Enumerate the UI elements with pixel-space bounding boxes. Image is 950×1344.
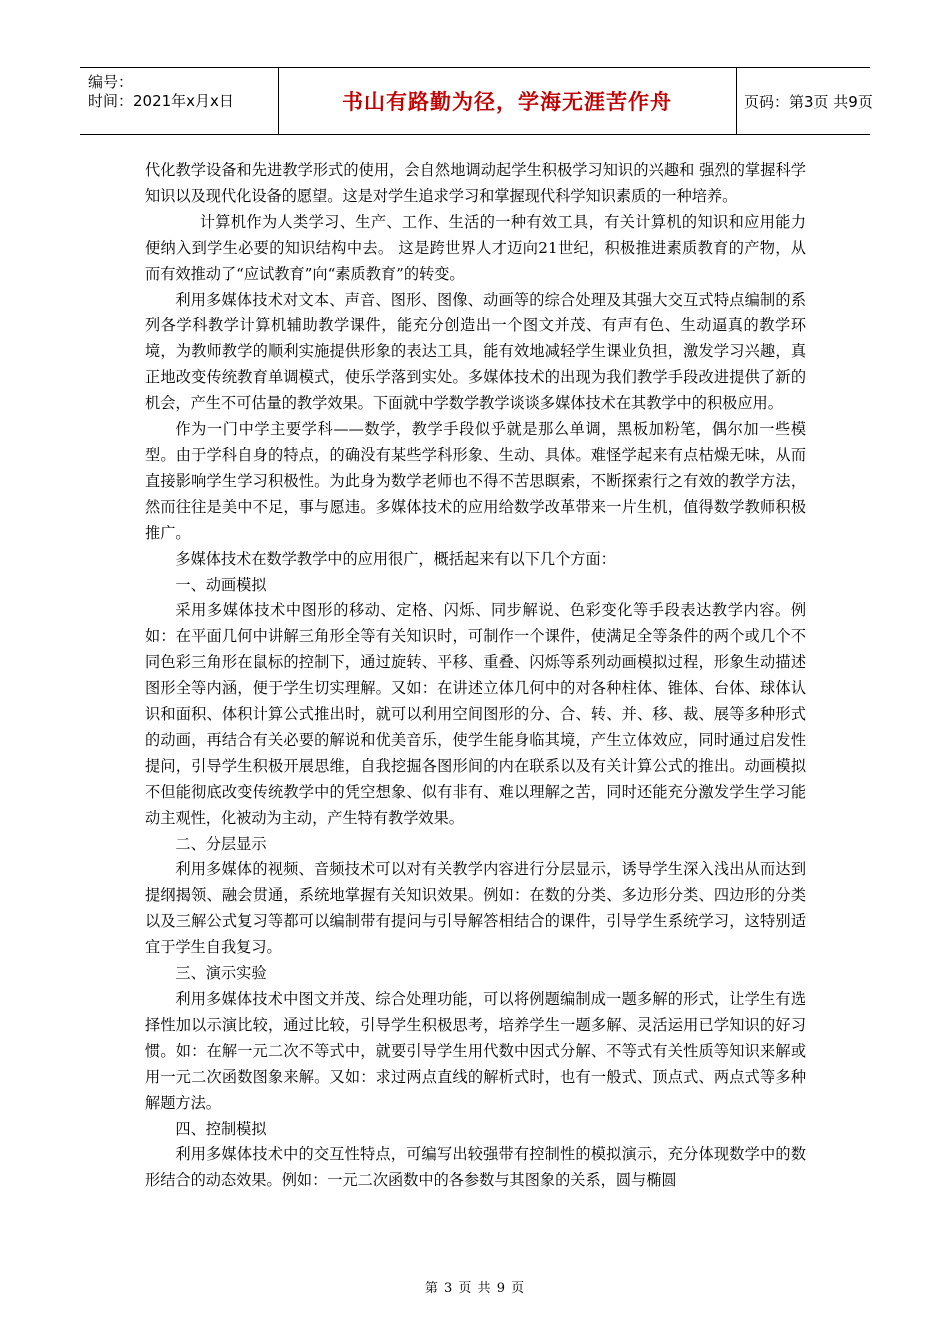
section-heading-demo: 三、演示实验 bbox=[175, 964, 267, 983]
paragraph-computer-tool: 计算机作为人类学习、生产、工作、生活的一种有效工具，有关计算机的知识和应用能力便纳入到学生必要的知识结构中去。 这是跨世界人才迈向21世纪，积极推进素质教育的产物，从而有效推动了“应试教育”向“素质教育”的转变。 bbox=[145, 212, 806, 283]
document-date-label: 时间：2021年x月x日 bbox=[88, 92, 234, 110]
page-footer: 第 3 页 共 9 页 bbox=[424, 1281, 526, 1296]
document-body bbox=[145, 158, 806, 1194]
header-page-code: 页码：第3页 共9页 bbox=[744, 92, 873, 111]
header-meta-cell bbox=[80, 68, 279, 134]
paragraph-overview: 多媒体技术在数学教学中的应用很广，概括起来有以下几个方面： bbox=[175, 549, 616, 568]
paragraph-control: 利用多媒体技术中的交互性特点，可编写出较强带有控制性的模拟演示，充分体现数学中的数形结合的动态效果。例如：一元二次函数中的各参数与其图象的关系，圆与椭圆 bbox=[145, 1145, 806, 1190]
section-heading-animation: 一、动画模拟 bbox=[175, 575, 267, 594]
paragraph-math-subject: 作为一门中学主要学科——数学，教学手段似乎就是那么单调，黑板加粉笔，偶尔加一些模型。由于学科自身的特点，的确没有某些学科形象、生动、具体。难怪学起来有点枯燥无味，从而直接影响学生学习积极性。为此身为数学老师也不得不苦思瞑索，不断探索行之有效的教学方法，然而往往是美中不足，事与愿违。多媒体技术的应用给数学改革带来一片生机，值得数学教师积极推广。 bbox=[145, 420, 806, 542]
header-motto-cell bbox=[278, 68, 737, 134]
paragraph-animation: 采用多媒体技术中图形的移动、定格、闪烁、同步解说、色彩变化等手段表达教学内容。例如：在平面几何中讲解三角形全等有关知识时，可制作一个课件，使满足全等条件的两个或几个不同色彩三角形在鼠标的控制下，通过旋转、平移、重叠、闪烁等系列动画模拟过程，形象生动描述图形全等内涵，便于学生切实理解。又如：在讲述立体几何中的对各种柱体、锥体、台体、球体认识和面积、体积计算公式推出时，就可以利用空间图形的分、合、转、并、移、裁、展等多种形式的动画，再结合有关必要的解说和优美音乐，使学生能身临其境，产生立体效应，同时通过启发性提问，引导学生积极开展思维，自我挖掘各图形间的内在联系以及有关计算公式的推出。动画模拟不但能彻底改变传统教学中的凭空想象、似有非有、难以理解之苦，同时还能充分激发学生学习能动主观性，化被动为主动，产生特有教学效果。 bbox=[145, 601, 806, 827]
header-page-cell bbox=[736, 68, 873, 134]
header-motto: 书山有路勤为径，学海无涯苦作舟 bbox=[342, 90, 672, 114]
paragraph-demo: 利用多媒体技术中图文并茂、综合处理功能，可以将例题编制成一题多解的形式，让学生有选择性加以示演比较，通过比较，引导学生积极思考，培养学生一题多解、灵活运用已学知识的好习惯。如：在解一元二次不等式中，就要引导学生用代数中因式分解、不等式有关性质等知识来解或用一元二次函数图象来解。又如：求过两点直线的解析式时，也有一般式、顶点式、两点式等多种解题方法。 bbox=[145, 990, 806, 1112]
section-heading-control: 四、控制模拟 bbox=[175, 1119, 267, 1138]
paragraph-continuation: 代化教学设备和先进教学形式的使用，会自然地调动起学生积极学习知识的兴趣和 强烈的掌握科学知识以及现代化设备的愿望。这是对学生追求学习和掌握现代科学知识素质的一种培养。 bbox=[145, 161, 806, 205]
section-heading-layered: 二、分层显示 bbox=[175, 834, 267, 853]
document-number-label: 编号： bbox=[88, 73, 134, 91]
paragraph-layered: 利用多媒体的视频、音频技术可以对有关教学内容进行分层显示，诱导学生深入浅出从而达到提纲揭领、融会贯通，系统地掌握有关知识效果。例如：在数的分类、多边形分类、四边形的分类以及三解公式复习等都可以编制带有提问与引导解答相结合的课件，引导学生系统学习，这特别适宜于学生自我复习。 bbox=[145, 860, 806, 957]
paragraph-multimedia-intro: 利用多媒体技术对文本、声音、图形、图像、动画等的综合处理及其强大交互式特点编制的系列各学科教学计算机辅助教学课件，能充分创造出一个图文并茂、有声有色、生动逼真的教学环境，为教师教学的顺利实施提供形象的表达工具，能有效地减轻学生课业负担，激发学习兴趣，真正地改变传统教育单调模式，使乐学落到实处。多媒体技术的出现为我们教学手段改进提供了新的机会，产生不可估量的教学效果。下面就中学数学教学谈谈多媒体技术在其教学中的积极应用。 bbox=[145, 290, 806, 413]
page-header bbox=[80, 67, 873, 135]
